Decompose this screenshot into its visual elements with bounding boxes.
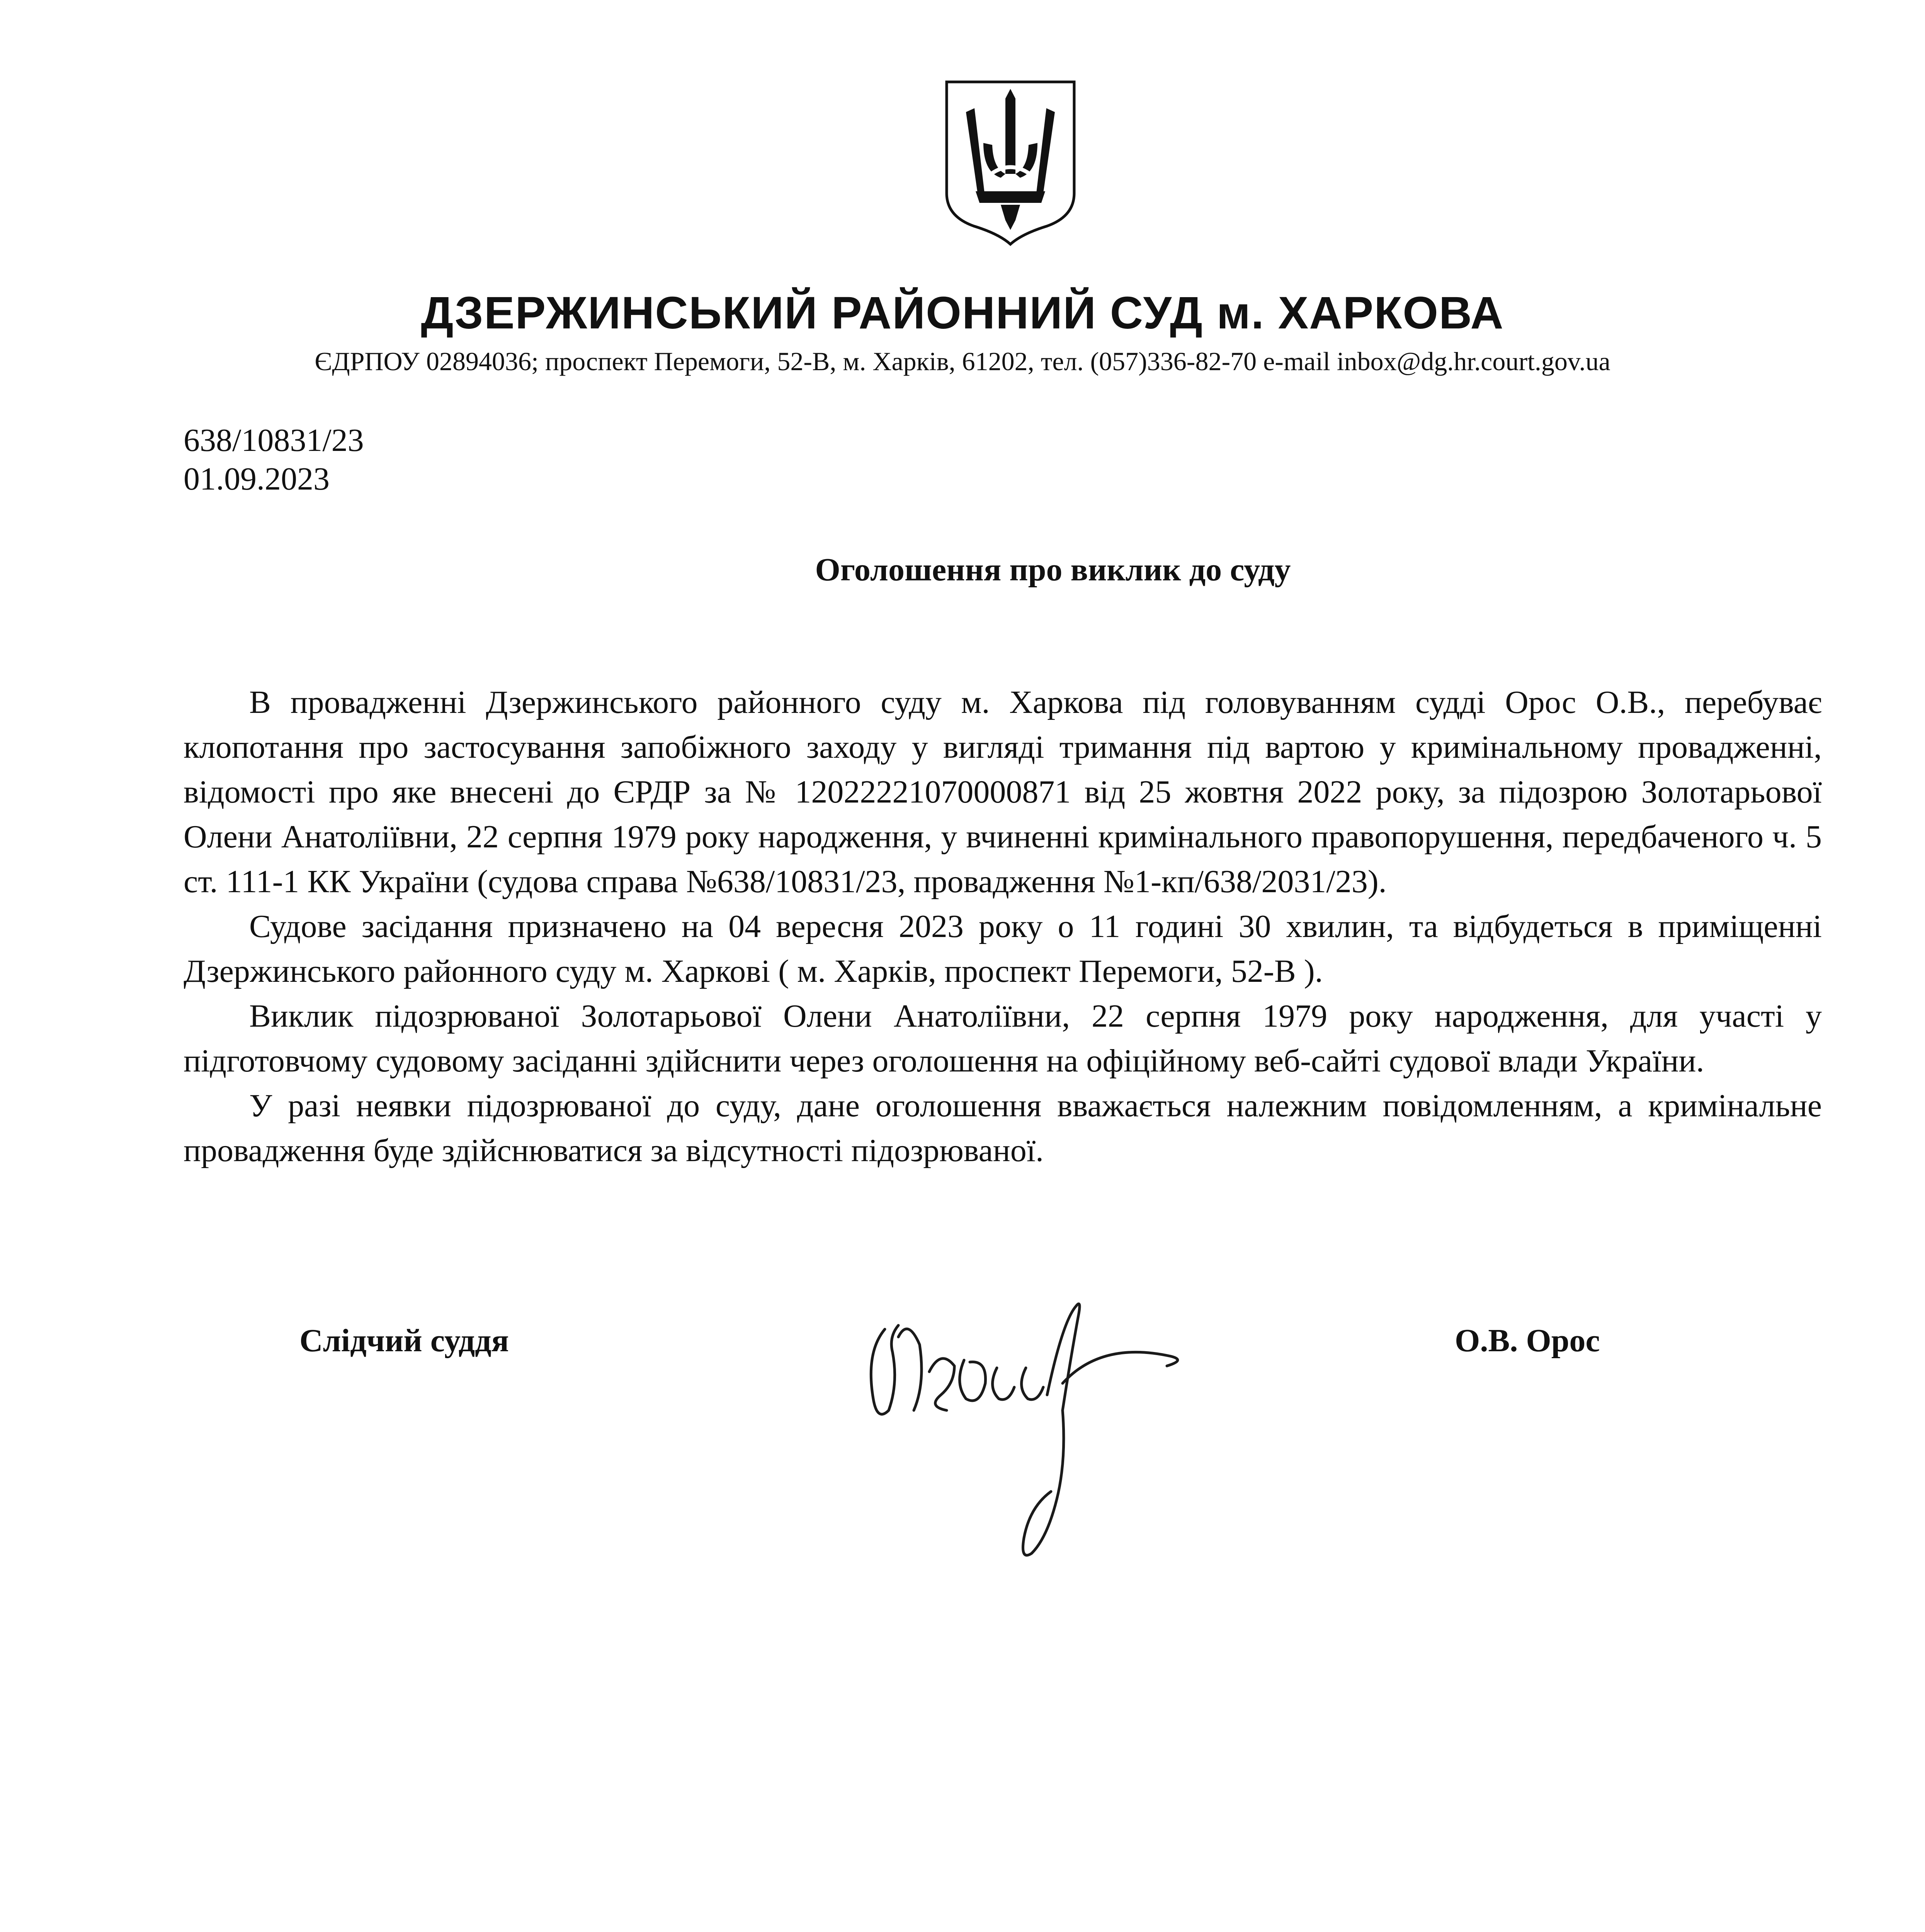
paragraph-summons: Виклик підозрюваної Золотарьової Олени Анатоліївни, 22 серпня 1979 року народження, для участі у підготовчому судовому засіданні здійснити через оголошення на офіційному веб-сайті судової влади України. bbox=[184, 998, 1822, 1079]
handwritten-signature bbox=[831, 1283, 1217, 1592]
notice-title: Оголошення про виклик до суду bbox=[815, 552, 1291, 588]
notice-body bbox=[184, 680, 1822, 1173]
paragraph-absence: У разі неявки підозрюваної до суду, дане оголошення вважається належним повідомленням, а кримінальне провадження буде здійснюватися за відсутності підозрюваної. bbox=[184, 1088, 1822, 1168]
signer-role: Слідчий суддя bbox=[299, 1323, 509, 1359]
trident-emblem-icon bbox=[939, 77, 1082, 247]
document-date: 01.09.2023 bbox=[184, 461, 330, 497]
paragraph-proceedings: В провадженні Дзержинського районного суду м. Харкова під головуванням судді Орос О.В., перебуває клопотання про застосування запобіжного заходу у вигляді тримання під вартою у кримінальному провадженні, відомості про яке внесені до ЄРДР за № 12022221070000871 від 25 жовтня 2022 року, за підозрою Золотарьової Олени Анатоліївни, 22 серпня 1979 року народження, у вчиненні кримінального правопорушення, передбаченого ч. 5 ст. 111-1 КК України (судова справа №638/10831/23, провадження №1-кп/638/2031/23). bbox=[184, 684, 1822, 900]
paragraph-hearing: Судове засідання призначено на 04 вересня 2023 року о 11 годині 30 хвилин, та відбудеться в приміщенні Дзержинського районного суду м. Харкові ( м. Харків, проспект Перемоги, 52-В ). bbox=[184, 908, 1822, 989]
signer-name: О.В. Орос bbox=[1455, 1323, 1600, 1359]
court-contacts: ЄДРПОУ 02894036; проспект Перемоги, 52-В, м. Харків, 61202, тел. (057)336-82-70 e-mail inbox@dg.hr.court.gov.ua bbox=[315, 347, 1610, 376]
case-number: 638/10831/23 bbox=[184, 422, 364, 458]
court-name: ДЗЕРЖИНСЬКИЙ РАЙОННИЙ СУД м. ХАРКОВА bbox=[421, 287, 1504, 338]
